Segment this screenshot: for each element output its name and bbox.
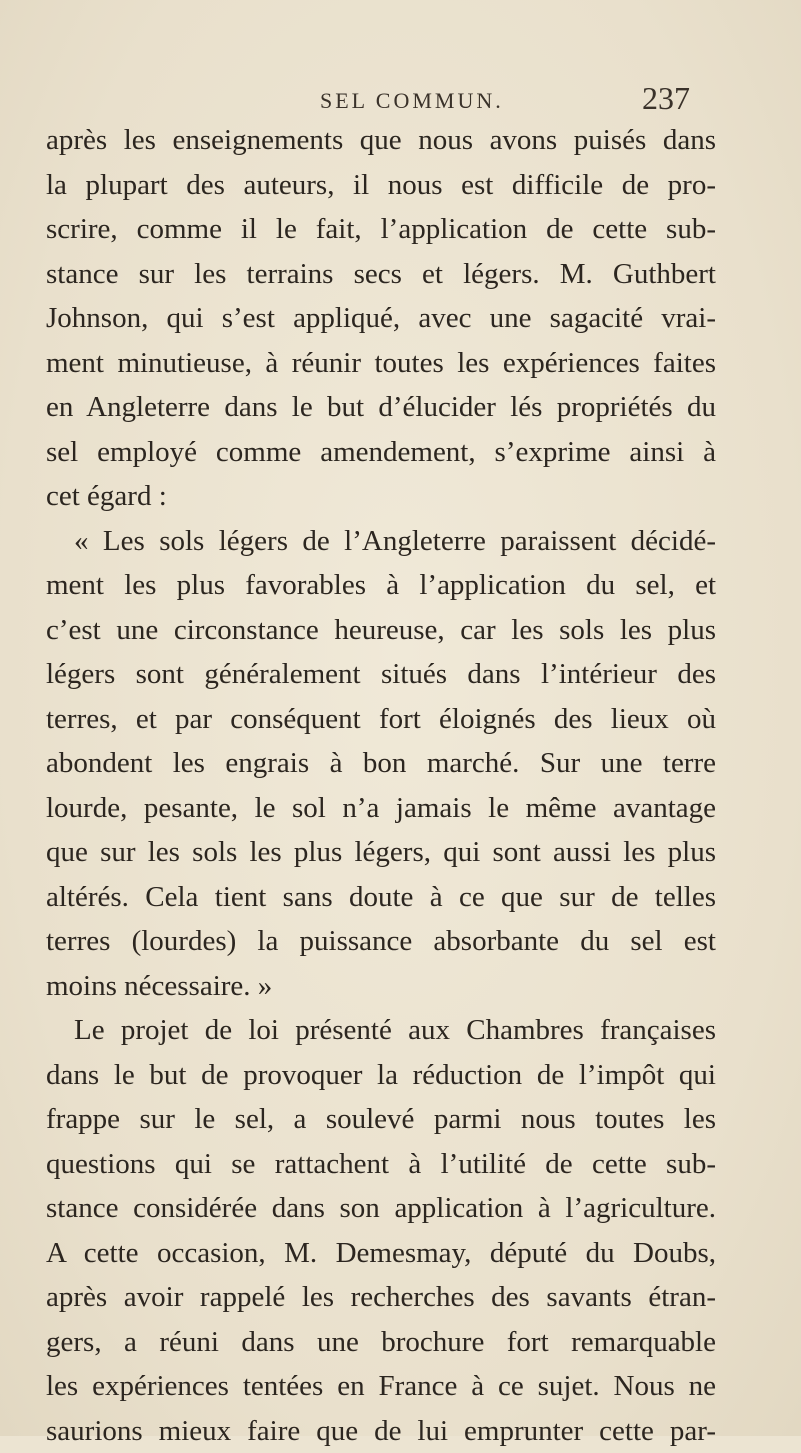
text-line: altérés. Cela tient sans doute à ce que sur de telles (46, 875, 716, 920)
text-line: saurions mieux faire que de lui emprunter cette par- (46, 1409, 716, 1453)
text-line: cet égard : (46, 474, 716, 519)
text-line: en Angleterre dans le but d’élucider lés propriétés du (46, 385, 716, 430)
running-title: SEL COMMUN. (320, 88, 504, 114)
text-line: A cette occasion, M. Demesmay, député du Doubs, (46, 1231, 716, 1276)
text-line: « Les sols légers de l’Angleterre paraissent décidé- (46, 519, 716, 564)
text-line: la plupart des auteurs, il nous est difficile de pro- (46, 163, 716, 208)
text-line: frappe sur le sel, a soulevé parmi nous toutes les (46, 1097, 716, 1142)
text-line: dans le but de provoquer la réduction de l’impôt qui (46, 1053, 716, 1098)
text-line: scrire, comme il le fait, l’application de cette sub- (46, 207, 716, 252)
page-number: 237 (642, 80, 690, 117)
text-line: Le projet de loi présenté aux Chambres françaises (46, 1008, 716, 1053)
text-line: lourde, pesante, le sol n’a jamais le même avantage (46, 786, 716, 831)
text-line: terres (lourdes) la puissance absorbante du sel est (46, 919, 716, 964)
text-line: ment minutieuse, à réunir toutes les expériences faites (46, 341, 716, 386)
body-text (46, 118, 716, 1453)
text-line: stance sur les terrains secs et légers. M. Guthbert (46, 252, 716, 297)
text-line: moins nécessaire. » (46, 964, 716, 1009)
text-line: gers, a réuni dans une brochure fort remarquable (46, 1320, 716, 1365)
running-header (0, 80, 801, 120)
text-line: c’est une circonstance heureuse, car les sols les plus (46, 608, 716, 653)
text-line: ment les plus favorables à l’application du sel, et (46, 563, 716, 608)
text-line: après les enseignements que nous avons puisés dans (46, 118, 716, 163)
text-line: stance considérée dans son application à l’agriculture. (46, 1186, 716, 1231)
text-line: que sur les sols les plus légers, qui sont aussi les plus (46, 830, 716, 875)
text-line: questions qui se rattachent à l’utilité de cette sub- (46, 1142, 716, 1187)
text-line: après avoir rappelé les recherches des savants étran- (46, 1275, 716, 1320)
text-line: Johnson, qui s’est appliqué, avec une sagacité vrai- (46, 296, 716, 341)
text-line: sel employé comme amendement, s’exprime ainsi à (46, 430, 716, 475)
text-line: les expériences tentées en France à ce sujet. Nous ne (46, 1364, 716, 1409)
text-line: abondent les engrais à bon marché. Sur une terre (46, 741, 716, 786)
text-line: terres, et par conséquent fort éloignés des lieux où (46, 697, 716, 742)
text-line: légers sont généralement situés dans l’intérieur des (46, 652, 716, 697)
